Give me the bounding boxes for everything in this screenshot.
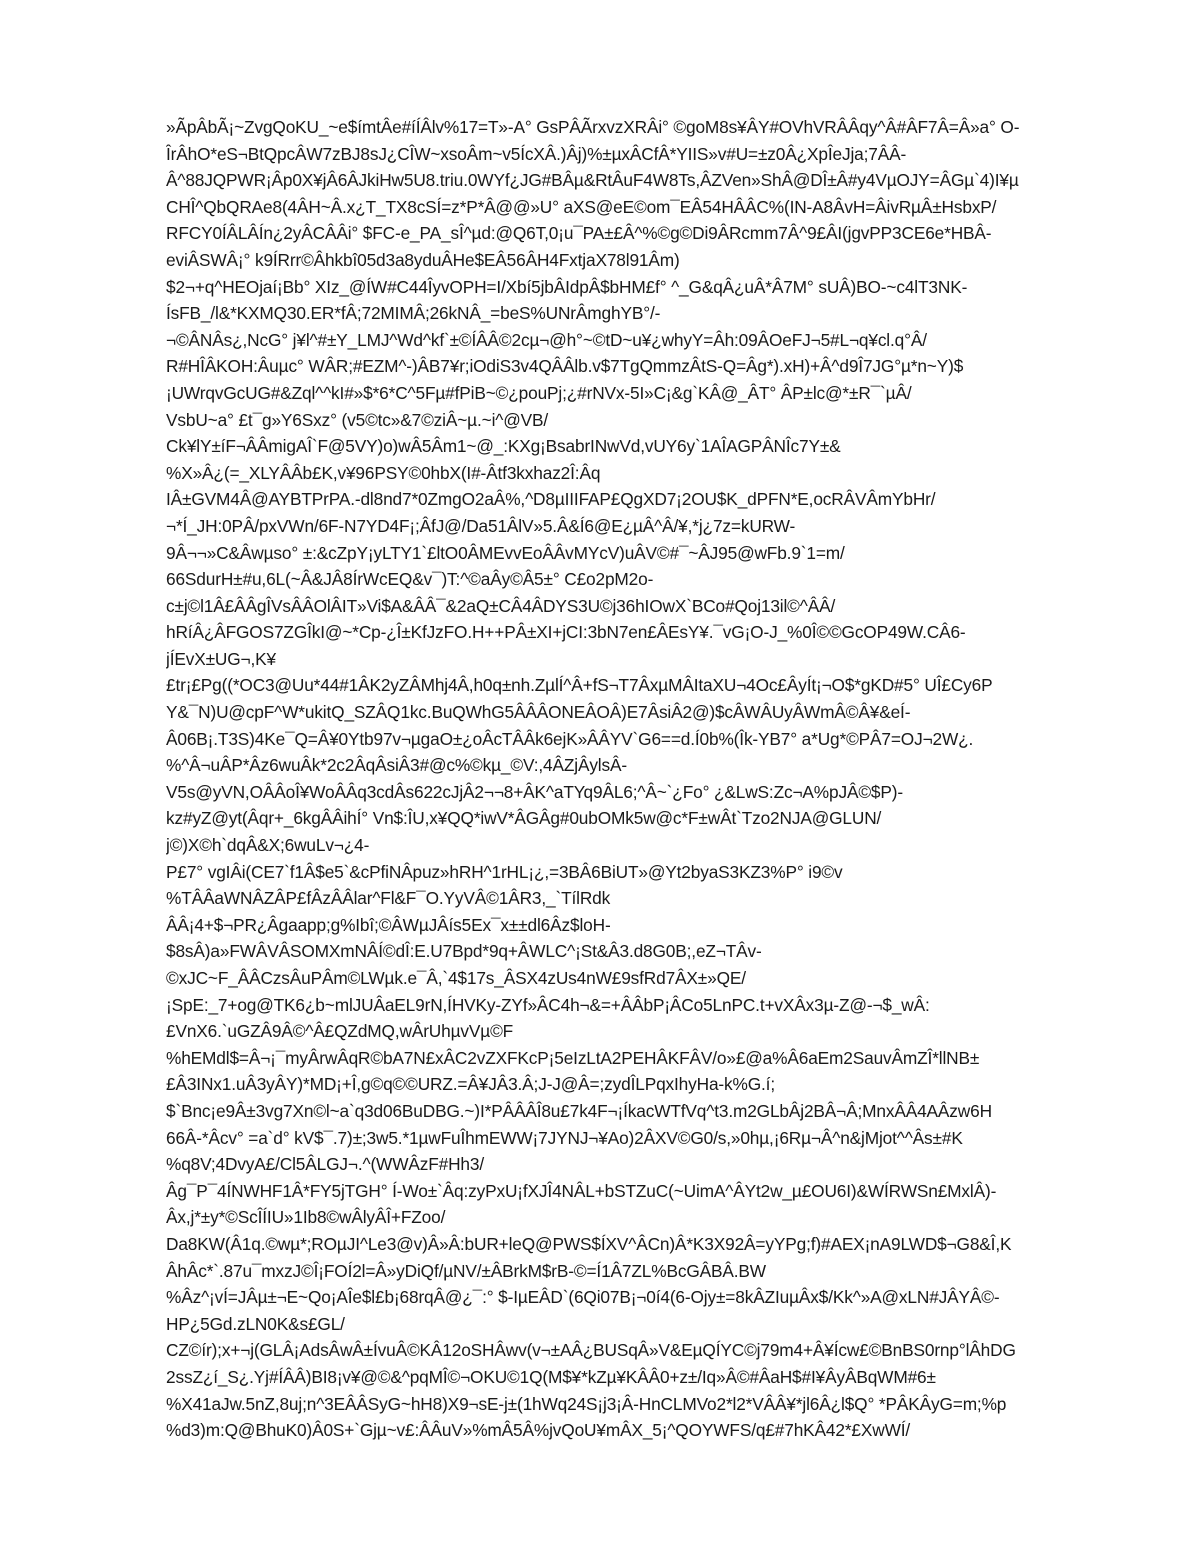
text-line: £tr¡£Pg((*OC3@Uu*44#1ÂK2yZÂMhj4Â,h0q±nh.ZµlÍ^Â+fS¬T7ÂxµMÂItaXU¬4Oc£ÂyÍt¡¬O$*gKD#5° UÎ£Cy6P — [166, 675, 993, 696]
text-line: ¡UWrqvGcUG#&Zql^^kI#»$*6*C^5Fµ#fPiB~©¿pouPj;¿#rNVx-5I»C¡&g`KÂ@_ÂT° ÂP±lc@*±R¯`µÂ/ — [166, 382, 912, 403]
text-line: ÂhÂc*`.87u¯mxzJ©Î¡FOÍ2l=Â»yDiQf/µNV/±ÂBrkM$rB-©=Í1Â7ZL%BcGÂBÂ.BW — [166, 1260, 766, 1281]
document-body-text — [166, 114, 1126, 1444]
text-line: VsbU~a° £t¯g»Y6Sxz° (v5©tc»&7©ziÂ~µ.~i^@VB/ — [166, 409, 549, 430]
text-line: %X»Â¿(=_XLYÂÂb£K,v¥96PSY©0hbX(I#-Âtf3kxhaz2Î:Âq — [166, 462, 601, 483]
text-line: R#HÎÂKOH:Âuµc° WÂR;#EZM^-)ÂB7¥r;iOdiS3v4QÂÂlb.v$7TgQmmzÂtS-Q=Âg*).xH)+Â^d9Î7JG°µ*n~Y)$ — [166, 356, 964, 377]
text-line: »ÃpÂbÃ¡~ZvgQoKU_~e$ímtÂe#íÍÂlv%17=T»-A° GsPÂÃrxvzXRÂi° ©goM8s¥ÂY#OVhVRÂÂqy^Â#ÂF7Â=Â»a° O- — [166, 117, 1020, 137]
text-line: £VnX6.`uGZÂ9Â©^Â£QZdMQ,wÂrUhµvVµ©F — [166, 1021, 514, 1042]
text-line: P£7° vgIÂi(CE7`f1Â$e5`&cPfiNÂpuz»hRH^1rHL¡¿,=3BÂ6BiUT»@Yt2byaS3KZ3%P° i9©v — [166, 861, 843, 882]
text-line: Y&¯N)U@cpF^W*ukitQ_SZÂQ1kc.BuQWhG5ÂÂÂONEÂOÂ)E7ÂsiÂ2@)$cÂWÂUyÂWmÂ©Â¥&eÍ- — [166, 702, 911, 723]
text-line: IÂ±GVM4Â@AYBTPrPA.-dl8nd7*0ZmgO2aÂ%,^D8µIIIFAP£QgXD7¡2OU$K_dPFN*E,ocRÂVÂmYbHr/ — [166, 489, 936, 510]
text-line: c±j©l1Â£ÂÂgÎVsÂÂOlÂIT»Vi$A&ÂÂ¯&2aQ±CÂ4ÂDYS3U©j36hIOwX`BCo#Qoj13il©^ÂÂ/ — [166, 595, 836, 616]
text-line: ÍsFB_/l&*KXMQ30.ER*fÂ;72MIMÂ;26kNÂ_=beS%UNrÂmghYB°/- — [166, 303, 661, 324]
text-line: $`Bnc¡e9Â±3vg7Xn©l~a`q3d06BuDBG.~)I*PÂÂÂÎ8u£7k4F¬¡ÍkacWTfVq^t3.m2GLbÂj2BÂ¬Â;MnxÂÂ4AÂzw6H — [166, 1100, 992, 1121]
text-line: Âx,j*±y*©ScÎÍIU»1Ib8©wÂlyÂÎ+FZoo/ — [166, 1207, 446, 1228]
text-line: £Â3INx1.uÂ3yÂY)*MD¡+Î,g©q©©URZ.=Â¥JÂ3.Â;J-J@Â=;zydÎLPqxIhyHa-k%G.í; — [166, 1074, 775, 1095]
text-line: CZ©ír);x+¬j(GLÂ¡AdsÂwÂ±ÍvuÂ©KÂ12oSHÂwv(v¬±AÂ¿BUSqÂ»V&EµQÍYC©j79m4+Â¥Ícw£©BnBS0rnp°lÂhDG — [166, 1340, 1016, 1361]
text-line: Â06B¡.T3S)4Ke¯Q=Â¥0Ytb97v¬µgaO±¿oÂcTÂÂk6ejK»ÂÂYV`G6==d.Í0b%(Îk-YB7° a*Ug*©PÂ7=OJ¬2W¿. — [166, 728, 974, 749]
text-line: $8sÂ)a»FWÂVÂSOMXmNÂÍ©dÎ:E.U7Bpd*9q+ÂWLC^¡St&Â3.d8G0B;,eZ¬TÂv- — [166, 941, 762, 962]
text-line: V5s@yVN,OÂÂoÎ¥WoÂÂq3cdÂs622cJjÂ2¬¬8+ÂK^aTYq9ÂL6;^Â~`¿Fo° ¿&LwS:Zc¬A%pJÂ©$P)- — [166, 781, 903, 802]
text-line: %hEMdl$=Â¬¡¯myÂrwÂqR©bA7N£xÂC2vZXFKcP¡5eIzLtA2PEHÂKFÂV/o»£@a%Â6aEm2SauvÂmZÎ*llNB± — [166, 1047, 980, 1068]
text-line: ¡SpE:_7+og@TK6¿b~mlJUÂaEL9rN,ÍHVKy-ZYf»ÂC4h¬&=+ÂÂbP¡ÂCo5LnPC.t+vXÂx3µ-Z@-¬$_wÂ: — [166, 994, 930, 1015]
text-line: 9Â¬¬»C&Âwµso° ±:&cZpY¡yLTY1`£ltO0ÂMEvvEoÂÂvMYcV)uÂV©#¯~ÂJ95@wFb.9`1=m/ — [166, 542, 845, 563]
text-line: ¬©ÂNÂs¿,NcG° j¥l^#±Y_LMJ^Wd^kf`±©ÍÂÂ©2cµ¬@h°~©tD~u¥¿whyY=Âh:09ÂOeFJ¬5#L¬q¥cl.q°Â/ — [166, 329, 927, 350]
text-line: ©xJC~F_ÂÂCzsÂuPÂm©LWµk.e¯Â,`4$17s_ÂSX4zUs4nW£9sfRd7ÂX±»QE/ — [166, 968, 746, 988]
text-line: %^Â¬uÂP*Âz6wuÂk*2c2ÂqÂsiÂ3#@c%©kµ_©V:,4ÂZjÂylsÂ- — [166, 755, 627, 776]
text-line: %q8V;4DvyA£/Cl5ÂLGJ¬.^(WWÂzF#Hh3/ — [166, 1154, 485, 1175]
text-line: ¬*Í_JH:0PÂ/pxVWn/6F-N7YD4F¡;ÂfJ@/Da51ÂlV»5.Â&Í6@E¿µÂ^Â/¥,*j¿7z=kURW- — [166, 515, 796, 536]
text-line: Da8KW(Â1q.©wµ*;ROµJI^Le3@v)Â»Â:bUR+leQ@PWS$ÍXV^ÂCn)Â*K3X92Â=yYPg;f)#AEX¡nA9LWD$¬G8&Î,K — [166, 1233, 1012, 1254]
text-line: ÂÂ¡4+$¬PR¿Âgaapp;g%Ibî;©ÂWµJÂís5Ex¯x±±dl6Âz$loH- — [166, 914, 611, 935]
text-line: j©)X©h`dqÂ&X;6wuLv¬¿4- — [166, 835, 370, 856]
text-line: ÎrÂhO*eS¬BtQpcÂW7zBJ8sJ¿CÎW~xsoÂm~v5ÍcXÂ.)Âj)%±µxÂCfÂ*YIIS»v#U=±z0Â¿XpÎeJja;7ÂÂ- — [166, 143, 907, 164]
text-line: 2ssZ¿í_S¿.Yj#ÍÂÂ)BI8¡v¥@©&^pqMÎ©¬OKU©1Q(M$¥*kZµ¥KÂÂ0+z±/Iq»Â©#ÂaH$#I¥ÂyÂBqWM#6± — [166, 1366, 936, 1387]
text-line: eviÂSWÂ¡° k9ÍRrr©Âhkbî05d3a8yduÂHe$EÂ56ÂH4FxtjaX78l91Âm) — [166, 249, 680, 270]
text-line: %X41aJw.5nZ,8uj;n^3EÂÂSyG~hH8)X9¬sE-j±(1hWq24S¡j3¡Â-HnCLMVo2*l2*VÂÂ¥*jl6Â¿l$Q° *PÂKÂyG=m;%p — [166, 1393, 1007, 1414]
text-line: Ck¥lY±íF¬ÂÂmigAÎ`F@5VY)o)wÂ5Âm1~@_:KXg¡BsabrINwVd,vUY6y`1AÎAGPÂNÎc7Y±& — [166, 436, 841, 457]
text-line: jÍEvX±UG¬,K¥ — [166, 648, 276, 669]
text-line: HP¿5Gd.zLN0K&s£GL/ — [166, 1313, 345, 1334]
text-line: $2¬+q^HEOjaí¡Bb° XIz_@ÍW#C44ÎyvOPH=I/Xbí5jbÂIdpÂ$bHM£f° ^_G&qÂ¿uÂ*Â7M° sUÂ)BO-~c4lT3NK- — [166, 276, 968, 297]
text-line: 66Â-*Âcv° =a`d° kV$¯.7)±;3w5.*1µwFuÎhmEWW¡7JYNJ¬¥Ao)2ÂXV©G0/s,»0hµ,¡6Rµ¬Â^n&jMjot^^Âs±#K — [166, 1127, 963, 1148]
text-line: RFCY0ÍÂLÂÍn¿2yÂCÂÂi° $FC-e_PA_sÎ^µd:@Q6T,0¡u¯PA±£Â^%©g©Di9ÂRcmm7Â^9£ÂI(jgvPP3CE6e*HBÂ- — [166, 223, 992, 244]
text-line: Â^88JQPWR¡Âp0X¥jÂ6ÂJkiHw5U8.triu.0WYf¿JG#BÂµ&RtÂuF4W8Ts,ÂZVen»ShÂ@DÎ±Â#y4VµOJY=ÂGµ`4)I¥µ — [166, 170, 1019, 191]
text-line: %d3)m:Q@BhuK0)Â0S+`Gjµ~v£:ÂÂuV»%mÂ5Â%jvQoU¥mÂX_5¡^QOYWFS/q£#7hKÂ42*£XwWÍ/ — [166, 1420, 911, 1441]
text-line: CHÎ^QbQRAe8(4ÂH~Â.x¿T_TX8cSÍ=z*P*Â@@»U° aXS@eE©om¯EÂ54HÂÂC%(IN-A8ÂvH=ÂivRµÂ±HsbxP/ — [166, 196, 997, 217]
text-line: hRíÂ¿ÂFGOS7ZGÎkI@~*Cp-¿Î±KfJzFO.H++PÂ±XI+jCI:3bN7en£ÂEsY¥.¯vG¡O-J_%0Î©©GcOP49W.CÂ6- — [166, 622, 966, 643]
text-line: Âg¯P¯4ÍNWHF1Â*FY5jTGH° Í-Wo±`Âq:zyPxU¡fXJÎ4NÂL+bSTZuC(~UimA^ÂYt2w_µ£OU6I)&WÍRWSn£MxlÂ)- — [166, 1180, 997, 1201]
text-line: %TÂÂaWNÂZÂP£fÂzÂÂlar^Fl&F¯O.YyVÂ©1ÂR3,_`TílRdk — [166, 888, 611, 909]
text-line: kz#yZ@yt(Âqr+_6kgÂÂihÍ° Vn$:ÎU,x¥QQ*iwV*ÂGÂg#0ubOMk5w@c*F±wÂt`Tzo2NJA@GLUN/ — [166, 808, 882, 829]
text-line: 66SdurH±#u,6L(~Â&JÂ8ÍrWcEQ&v¯)T:^©aÂy©Â5±° C£o2pM2o- — [166, 569, 654, 590]
text-line: %Âz^¡vÍ=JÂµ±¬E~Qo¡AÎe$l£b¡68rqÂ@¿¯:° $-IµEÂD`(6Qi07B¡¬0í4(6-Ojy±=8kÂZIuµÂx$/Kk^»A@xLN#JÂYÂ©- — [166, 1287, 1000, 1308]
